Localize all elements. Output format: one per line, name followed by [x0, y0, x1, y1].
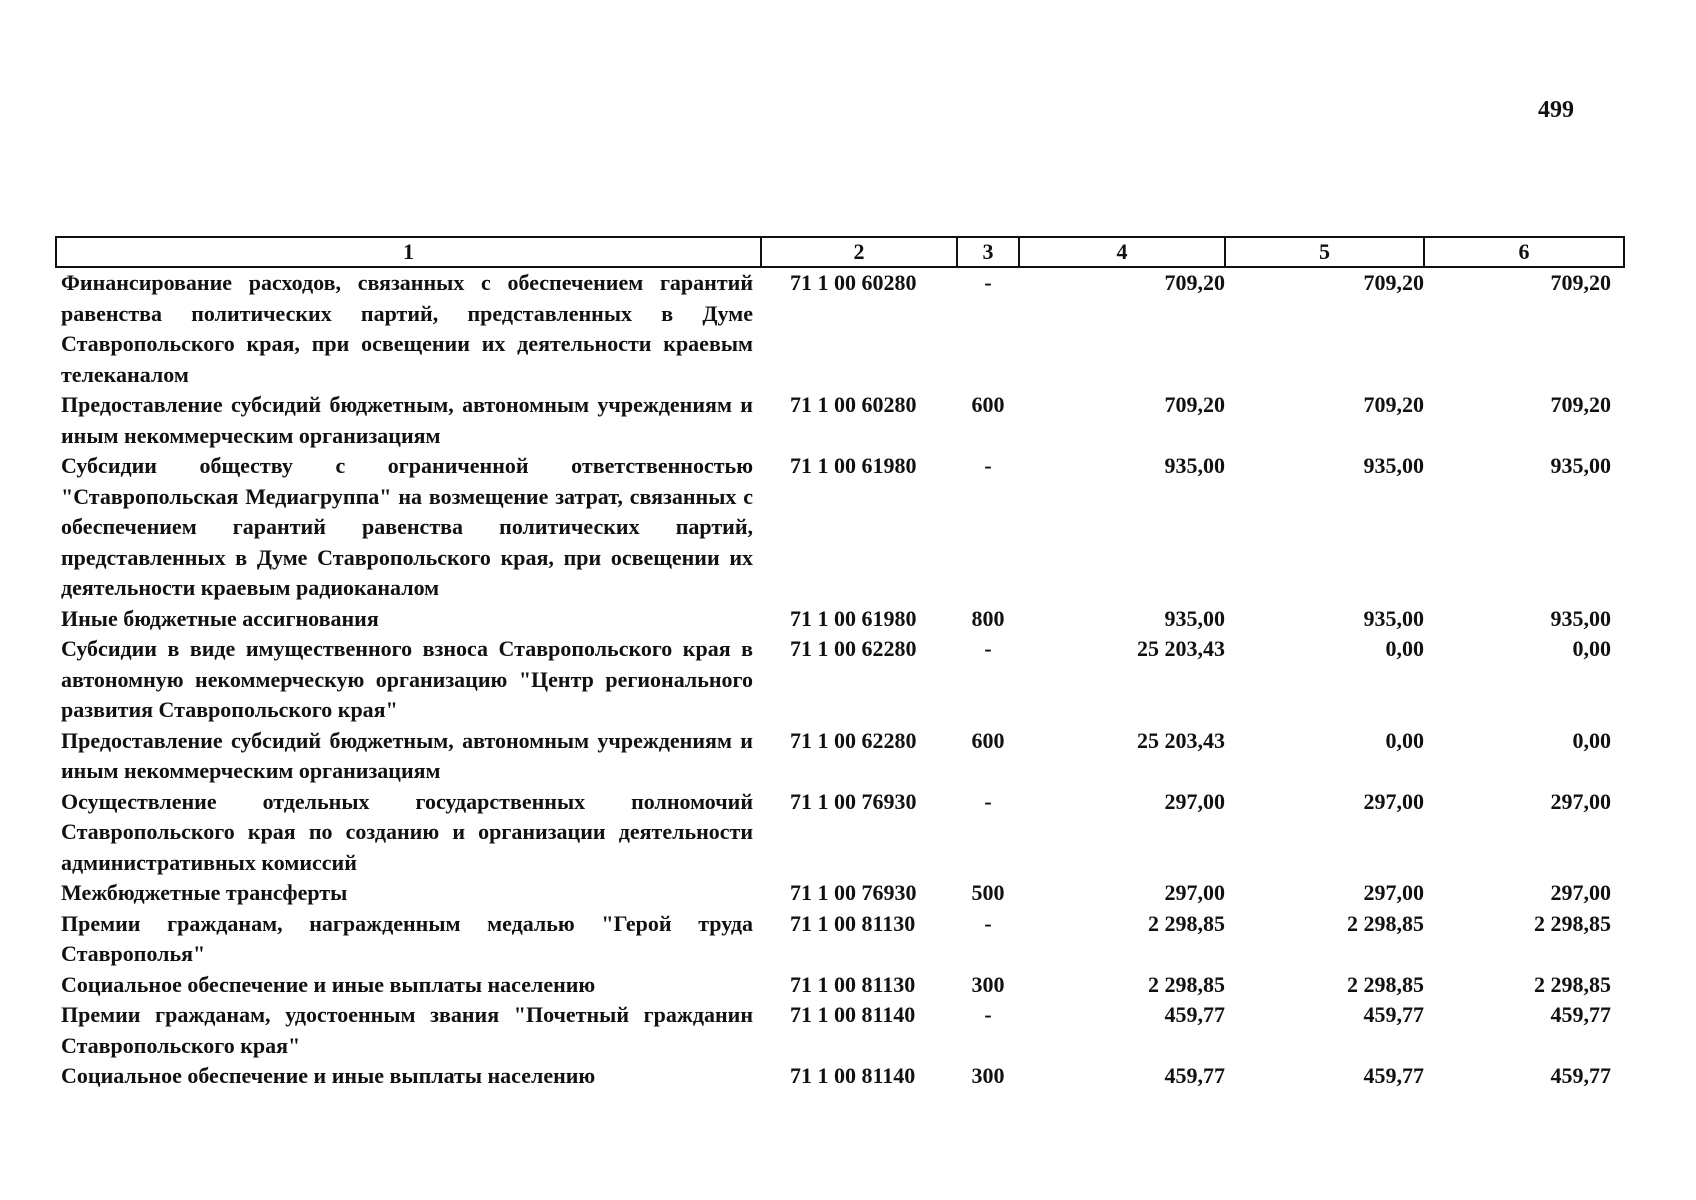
row-code: 71 1 00 61980	[790, 605, 917, 631]
row-value-col6: 0,00	[1572, 727, 1611, 753]
column-header-3: 3	[957, 237, 1019, 267]
table-row	[56, 451, 1624, 604]
row-code: 71 1 00 81130	[790, 910, 916, 936]
row-value-col4: 2 298,85	[1148, 971, 1225, 997]
row-value-col4: 459,77	[1164, 1002, 1225, 1027]
column-header-1: 1	[56, 237, 761, 267]
row-description: Социальное обеспечение и иные выплаты населению	[61, 971, 596, 997]
row-value-col5: 2 298,85	[1347, 910, 1424, 936]
row-description: Субсидии в виде имущественного взноса Ставропольского края в автономную некоммерческую организацию "Центр регионального развития Ставропольского края"	[61, 636, 753, 722]
row-value-col4: 709,20	[1164, 270, 1225, 295]
row-value-col5: 297,00	[1363, 880, 1424, 905]
row-expense-type: -	[984, 1002, 992, 1027]
row-value-col6: 709,20	[1550, 270, 1611, 295]
table-header-row	[56, 237, 1624, 267]
row-description: Иные бюджетные ассигнования	[61, 605, 379, 631]
row-code: 71 1 00 60280	[790, 270, 917, 295]
table-row	[56, 634, 1624, 726]
table-row	[56, 604, 1624, 635]
row-description: Межбюджетные трансферты	[61, 880, 348, 905]
row-description: Субсидии обществу с ограниченной ответственностью "Ставропольская Медиагруппа" на возмещение затрат, связанных с обеспечением гарантий равенства политических партий, представленных в Думе Ставропольского края, при освещении их деятельности краевым радиоканалом	[61, 453, 753, 600]
row-value-col6: 0,00	[1572, 636, 1611, 661]
table-row	[56, 1061, 1624, 1092]
column-header-6: 6	[1424, 237, 1624, 267]
row-description: Предоставление субсидий бюджетным, автономным учреждениям и иным некоммерческим организациям	[61, 727, 753, 783]
row-value-col6: 2 298,85	[1534, 910, 1611, 936]
row-description: Премии гражданам, удостоенным звания "Почетный гражданин Ставропольского края"	[61, 1002, 753, 1058]
row-code: 71 1 00 81130	[790, 971, 916, 997]
row-expense-type: -	[984, 453, 992, 478]
row-code: 71 1 00 76930	[790, 880, 917, 905]
row-value-col6: 709,20	[1550, 392, 1611, 417]
row-value-col5: 2 298,85	[1347, 971, 1424, 997]
page-number: 499	[1538, 97, 1574, 123]
row-description: Осуществление отдельных государственных полномочий Ставропольского края по созданию и организации деятельности административных комиссий	[61, 788, 753, 875]
row-value-col5: 459,77	[1363, 1063, 1424, 1088]
row-value-col4: 25 203,43	[1137, 727, 1225, 753]
row-value-col5: 935,00	[1363, 605, 1424, 631]
table-row	[56, 267, 1624, 390]
row-expense-type: -	[984, 788, 992, 814]
row-value-col5: 935,00	[1363, 453, 1424, 478]
row-value-col4: 297,00	[1164, 788, 1225, 814]
row-code: 71 1 00 60280	[790, 392, 917, 417]
row-description: Премии гражданам, награжденным медалью "Герой труда Ставрополья"	[61, 910, 753, 966]
row-description: Предоставление субсидий бюджетным, автономным учреждениям и иным некоммерческим организациям	[61, 392, 753, 448]
row-value-col4: 935,00	[1164, 453, 1225, 478]
row-value-col5: 709,20	[1363, 392, 1424, 417]
row-expense-type: -	[984, 636, 992, 661]
row-value-col4: 709,20	[1164, 392, 1225, 417]
column-header-4: 4	[1019, 237, 1225, 267]
column-header-5: 5	[1225, 237, 1424, 267]
column-header-2: 2	[761, 237, 957, 267]
row-value-col4: 459,77	[1164, 1063, 1225, 1088]
row-code: 71 1 00 81140	[790, 1063, 916, 1088]
row-expense-type: -	[984, 910, 992, 936]
row-value-col4: 25 203,43	[1137, 636, 1225, 661]
row-code: 71 1 00 61980	[790, 453, 917, 478]
row-code: 71 1 00 81140	[790, 1002, 916, 1027]
row-expense-type: 800	[971, 605, 1005, 631]
row-value-col6: 459,77	[1550, 1063, 1611, 1088]
row-expense-type: 300	[971, 971, 1005, 997]
row-value-col6: 459,77	[1550, 1002, 1611, 1027]
budget-table	[55, 236, 1625, 1092]
table-row	[56, 390, 1624, 451]
table-row	[56, 970, 1624, 1001]
row-code: 71 1 00 62280	[790, 636, 917, 661]
table-row	[56, 726, 1624, 787]
row-value-col6: 2 298,85	[1534, 971, 1611, 997]
row-value-col5: 459,77	[1363, 1002, 1424, 1027]
row-value-col5: 0,00	[1385, 727, 1424, 753]
table-row	[56, 787, 1624, 879]
row-value-col4: 935,00	[1164, 605, 1225, 631]
row-description: Финансирование расходов, связанных с обеспечением гарантий равенства политических партий, представленных в Думе Ставропольского края, при освещении их деятельности краевым телеканалом	[61, 270, 753, 387]
row-value-col6: 297,00	[1550, 788, 1611, 814]
row-value-col5: 709,20	[1363, 270, 1424, 295]
row-value-col4: 297,00	[1164, 880, 1225, 905]
row-code: 71 1 00 76930	[790, 788, 917, 814]
row-expense-type: 300	[971, 1063, 1005, 1088]
row-value-col4: 2 298,85	[1148, 910, 1225, 936]
row-expense-type: 600	[971, 392, 1005, 417]
row-value-col5: 0,00	[1385, 636, 1424, 661]
row-code: 71 1 00 62280	[790, 727, 917, 753]
row-value-col6: 297,00	[1550, 880, 1611, 905]
row-expense-type: 600	[971, 727, 1005, 753]
row-value-col6: 935,00	[1550, 605, 1611, 631]
table-row	[56, 878, 1624, 909]
row-description: Социальное обеспечение и иные выплаты населению	[61, 1063, 596, 1088]
row-expense-type: 500	[971, 880, 1005, 905]
row-value-col5: 297,00	[1363, 788, 1424, 814]
table-row	[56, 1000, 1624, 1061]
row-value-col6: 935,00	[1550, 453, 1611, 478]
row-expense-type: -	[984, 270, 992, 295]
table-row	[56, 909, 1624, 970]
